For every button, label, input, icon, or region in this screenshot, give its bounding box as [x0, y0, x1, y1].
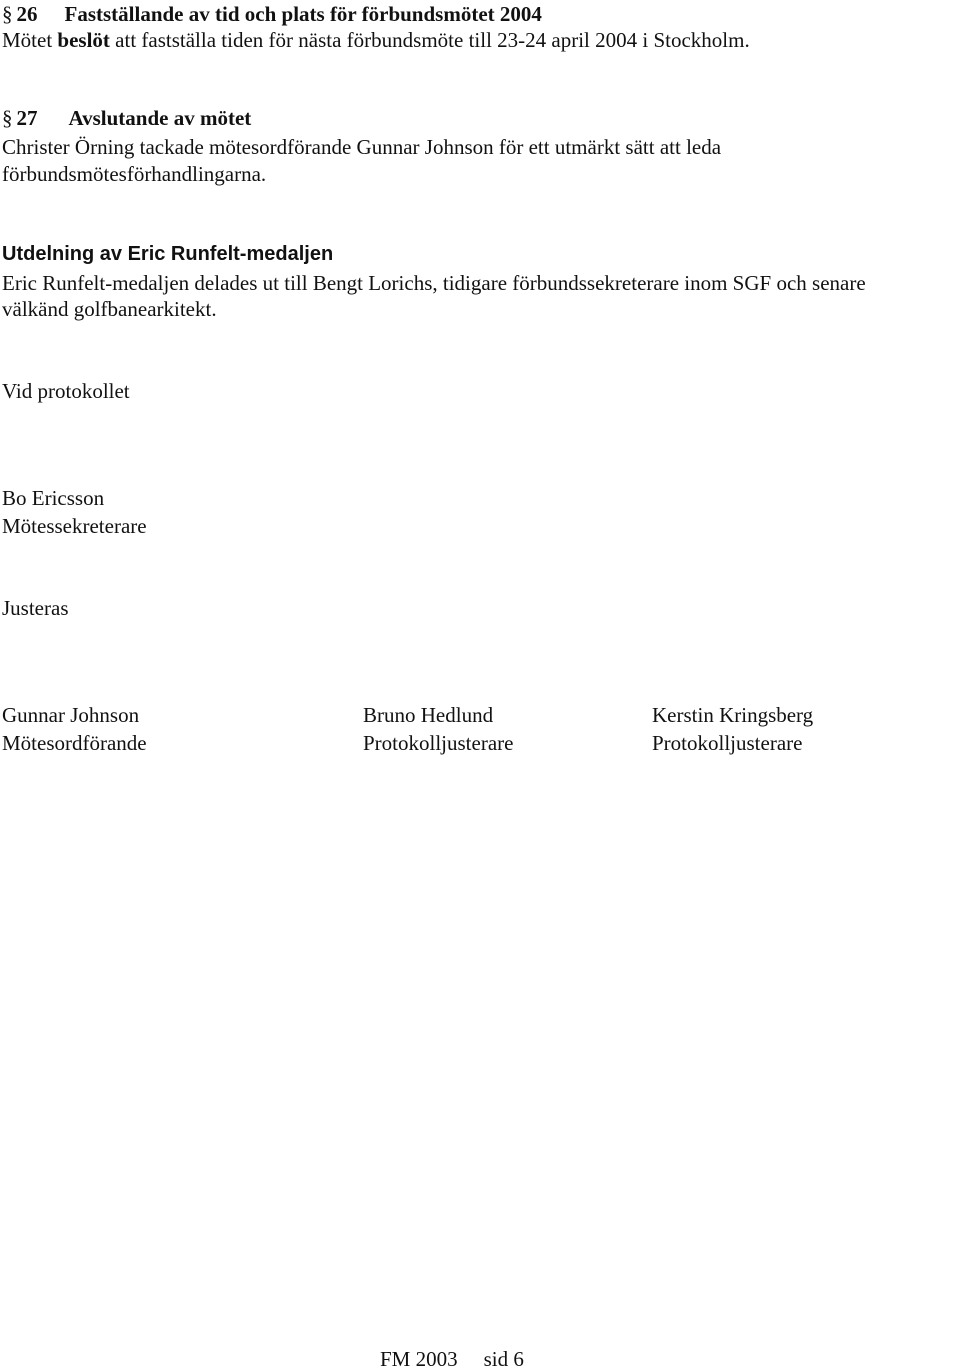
section-mark-icon: §: [2, 106, 13, 130]
section-number: 26: [16, 2, 38, 26]
section-27-line-2: förbundsmötesförhandlingarna.: [2, 162, 267, 186]
signatory-name: Bruno Hedlund: [363, 703, 494, 727]
body-text: att fastställa tiden för nästa förbundsmöte till 23-24 april 2004 i Stockholm.: [109, 28, 750, 52]
medal-line-1: Eric Runfelt-medaljen delades ut till Bengt Lorichs, tidigare förbundssekreterare inom SGF och senare: [2, 271, 866, 295]
secretary-role: Mötessekreterare: [2, 514, 147, 538]
section-title: Avslutande av mötet: [68, 106, 252, 130]
footer-page: sid 6: [483, 1347, 524, 1371]
section-27-line-1: Christer Örning tackade mötesordförande Gunnar Johnson för ett utmärkt sätt att leda: [2, 135, 722, 159]
protocol-label: Vid protokollet: [2, 379, 130, 403]
section-mark-icon: §: [2, 2, 13, 26]
signatory-name: Kerstin Kringsberg: [652, 703, 814, 727]
body-text-bold: beslöt: [57, 28, 110, 52]
signatory-role: Protokolljusterare: [363, 731, 514, 755]
section-number: 27: [16, 106, 38, 130]
signatory-name: Gunnar Johnson: [2, 703, 140, 727]
section-title: Fastställande av tid och plats för förbundsmötet 2004: [64, 2, 542, 26]
section-27-heading: [2, 105, 251, 131]
medal-line-2: välkänd golfbanearkitekt.: [2, 297, 217, 321]
footer-doc: FM 2003: [380, 1347, 458, 1371]
medal-heading: Utdelning av Eric Runfelt-medaljen: [2, 243, 334, 265]
secretary-name: Bo Ericsson: [2, 486, 105, 510]
verified-label: Justeras: [2, 596, 69, 620]
section-26-heading: [2, 1, 542, 27]
signatory-role: Mötesordförande: [2, 731, 147, 755]
signatory-role: Protokolljusterare: [652, 731, 803, 755]
body-text: Mötet: [2, 28, 58, 52]
section-26-body: [2, 27, 750, 53]
page-footer: [380, 1346, 524, 1372]
